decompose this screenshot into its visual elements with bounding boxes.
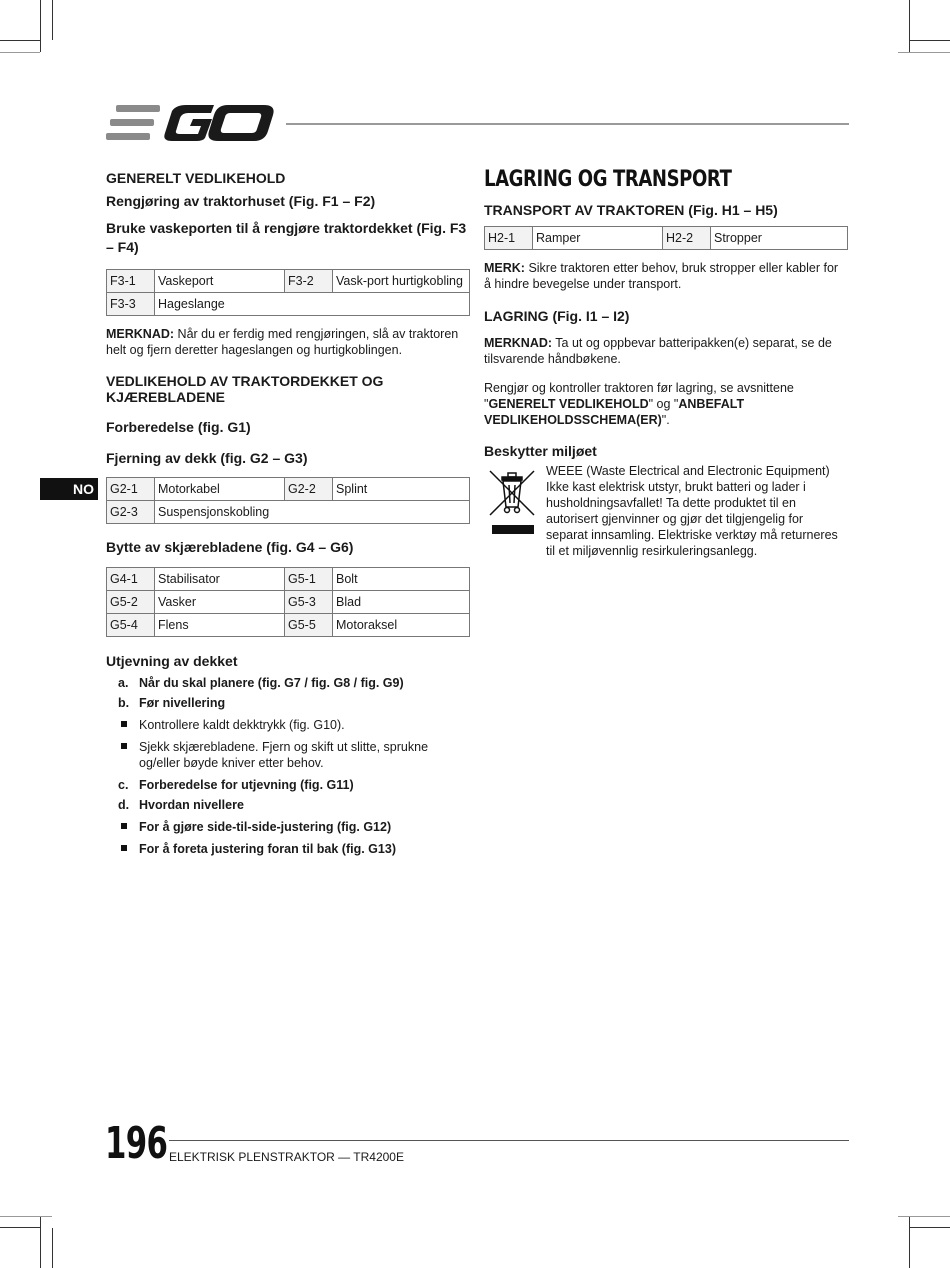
part-label: Suspensjonskobling bbox=[155, 501, 470, 524]
part-code: G2-1 bbox=[107, 478, 155, 501]
step-marker: d. bbox=[118, 798, 130, 812]
part-code: F3-3 bbox=[107, 293, 155, 316]
crop-mark bbox=[909, 1216, 910, 1268]
parts-table-f bbox=[106, 269, 470, 316]
text-run: ". bbox=[661, 413, 670, 427]
list-item: Kontrollere kaldt dekktrykk (fig. G10). bbox=[106, 717, 470, 733]
table-row bbox=[107, 478, 470, 501]
part-code: G2-2 bbox=[285, 478, 333, 501]
weee-block bbox=[484, 463, 848, 559]
step-marker: a. bbox=[118, 676, 129, 690]
footer-product: ELEKTRISK PLENSTRAKTOR — TR4200E bbox=[169, 1150, 404, 1164]
note-label: MERKNAD: bbox=[484, 336, 553, 350]
crop-mark bbox=[52, 0, 53, 40]
part-label: Bolt bbox=[333, 568, 470, 591]
part-code: G4-1 bbox=[107, 568, 155, 591]
heading-tractor-transport: TRANSPORT AV TRAKTOREN (Fig. H1 – H5) bbox=[484, 202, 778, 218]
note-battery bbox=[484, 335, 848, 367]
part-label: Motorkabel bbox=[155, 478, 285, 501]
part-label: Motoraksel bbox=[333, 614, 470, 637]
part-label: Splint bbox=[333, 478, 470, 501]
crop-mark bbox=[910, 40, 950, 41]
part-label: Stabilisator bbox=[155, 568, 285, 591]
note-transport bbox=[484, 260, 848, 292]
list-item bbox=[106, 797, 470, 813]
step-text: Når du skal planere (fig. G7 / fig. G8 / fig. G9) bbox=[139, 676, 404, 690]
steps-list bbox=[106, 675, 470, 711]
part-label: Vaskeport bbox=[155, 270, 285, 293]
text-run: " og " bbox=[648, 397, 679, 411]
step-text: Forberedelse for utjevning (fig. G11) bbox=[139, 778, 354, 792]
heading-washport: Bruke vaskeporten til å rengjøre traktordekket (Fig. F3 – F4) bbox=[106, 220, 467, 255]
part-label: Hageslange bbox=[155, 293, 470, 316]
parts-table-h bbox=[484, 226, 848, 250]
crop-mark bbox=[0, 1227, 40, 1228]
crop-mark bbox=[910, 1227, 950, 1228]
list-item: For å gjøre side-til-side-justering (fig. G12) bbox=[106, 819, 470, 835]
step-text: Hvordan nivellere bbox=[139, 798, 244, 812]
step-text: Før nivellering bbox=[139, 696, 226, 710]
part-code: H2-1 bbox=[485, 227, 533, 250]
part-code: G5-3 bbox=[285, 591, 333, 614]
crop-mark bbox=[40, 0, 41, 52]
left-column bbox=[106, 170, 470, 863]
table-row bbox=[107, 270, 470, 293]
crossed-bin-icon bbox=[484, 463, 540, 539]
heading-deck-maintenance: VEDLIKEHOLD AV TRAKTORDEKKET OG KJÆREBLADENE bbox=[106, 373, 384, 405]
part-label: Stropper bbox=[711, 227, 848, 250]
part-label: Blad bbox=[333, 591, 470, 614]
part-code: G5-4 bbox=[107, 614, 155, 637]
section-ref: GENERELT VEDLIKEHOLD bbox=[488, 397, 649, 411]
table-row bbox=[107, 614, 470, 637]
table-row bbox=[107, 293, 470, 316]
heading-deck-removal: Fjerning av dekk (fig. G2 – G3) bbox=[106, 450, 308, 466]
step-marker: b. bbox=[118, 696, 130, 710]
heading-general-maintenance: GENERELT VEDLIKEHOLD bbox=[106, 170, 286, 186]
table-row bbox=[485, 227, 848, 250]
part-label: Ramper bbox=[533, 227, 663, 250]
heading-storage: LAGRING (Fig. I1 – I2) bbox=[484, 308, 630, 324]
part-label: Vasker bbox=[155, 591, 285, 614]
crop-mark bbox=[898, 52, 950, 53]
crop-mark bbox=[0, 1216, 52, 1217]
list-item bbox=[106, 777, 470, 793]
note-cleaning bbox=[106, 326, 470, 358]
note-text: Når du er ferdig med rengjøringen, slå av traktoren helt og fjern deretter hageslangen og hurtigkoblingen. bbox=[106, 327, 459, 357]
note-label: MERKNAD: bbox=[106, 327, 175, 341]
parts-table-g4 bbox=[106, 567, 470, 637]
heading-cleaning: Rengjøring av traktorhuset (Fig. F1 – F2) bbox=[106, 193, 376, 209]
heading-deck-leveling: Utjevning av dekket bbox=[106, 653, 238, 669]
crop-mark bbox=[40, 1216, 41, 1268]
page-number: 196 bbox=[105, 1118, 168, 1169]
bullet-list bbox=[106, 819, 470, 857]
table-row bbox=[107, 591, 470, 614]
crop-mark bbox=[898, 1216, 950, 1217]
bullet-list bbox=[106, 717, 470, 771]
part-code: G5-2 bbox=[107, 591, 155, 614]
part-label: Flens bbox=[155, 614, 285, 637]
right-column bbox=[484, 167, 848, 559]
list-item bbox=[106, 695, 470, 711]
parts-table-g2 bbox=[106, 477, 470, 524]
weee-text: WEEE (Waste Electrical and Electronic Equipment) Ikke kast elektrisk utstyr, brukt batteri og lader i husholdningsavfallet! Ta dette produktet til en autorisert gjenvinner og gjør det tilgjengelig for separat innsamling. Elektriske verktøy må returneres til et miljøvennlig resirkuleringsanlegg. bbox=[546, 464, 838, 558]
storage-instructions bbox=[484, 380, 848, 428]
note-text: Ta ut og oppbevar batteripakken(e) separat, se de tilsvarende håndbøkene. bbox=[484, 336, 832, 366]
note-label: MERK: bbox=[484, 261, 525, 275]
language-tab: NO bbox=[40, 478, 98, 500]
part-code: F3-2 bbox=[285, 270, 333, 293]
list-item bbox=[106, 675, 470, 691]
table-row bbox=[107, 501, 470, 524]
part-label: Vask-port hurtigkobling bbox=[333, 270, 470, 293]
part-code: F3-1 bbox=[107, 270, 155, 293]
part-code: G5-5 bbox=[285, 614, 333, 637]
crop-mark bbox=[909, 0, 910, 52]
heading-storage-transport: LAGRING OG TRANSPORT bbox=[484, 167, 732, 192]
part-code: G2-3 bbox=[107, 501, 155, 524]
heading-blade-replacement: Bytte av skjærebladene (fig. G4 – G6) bbox=[106, 539, 354, 555]
crop-mark bbox=[0, 52, 40, 53]
header-rule bbox=[286, 123, 849, 125]
ego-logo bbox=[106, 103, 276, 143]
footer-rule bbox=[169, 1140, 849, 1141]
crop-mark bbox=[0, 40, 40, 41]
table-row bbox=[107, 568, 470, 591]
steps-list bbox=[106, 777, 470, 813]
heading-preparation: Forberedelse (fig. G1) bbox=[106, 419, 251, 435]
heading-environment: Beskytter miljøet bbox=[484, 443, 597, 459]
part-code: H2-2 bbox=[663, 227, 711, 250]
text-run: Rengjør og kontroller traktoren før lagring, se avsnittene " bbox=[484, 381, 794, 411]
list-item: Sjekk skjærebladene. Fjern og skift ut slitte, sprukne og/eller bøyde kniver etter behov. bbox=[106, 739, 470, 771]
crop-mark bbox=[52, 1228, 53, 1268]
part-code: G5-1 bbox=[285, 568, 333, 591]
list-item: For å foreta justering foran til bak (fig. G13) bbox=[106, 841, 470, 857]
section-ref: ANBEFALT VEDLIKEHOLDSSCHEMA(ER) bbox=[484, 397, 745, 427]
note-text: Sikre traktoren etter behov, bruk stropper eller kabler for å hindre bevegelse under transport. bbox=[484, 261, 839, 291]
step-marker: c. bbox=[118, 778, 129, 792]
